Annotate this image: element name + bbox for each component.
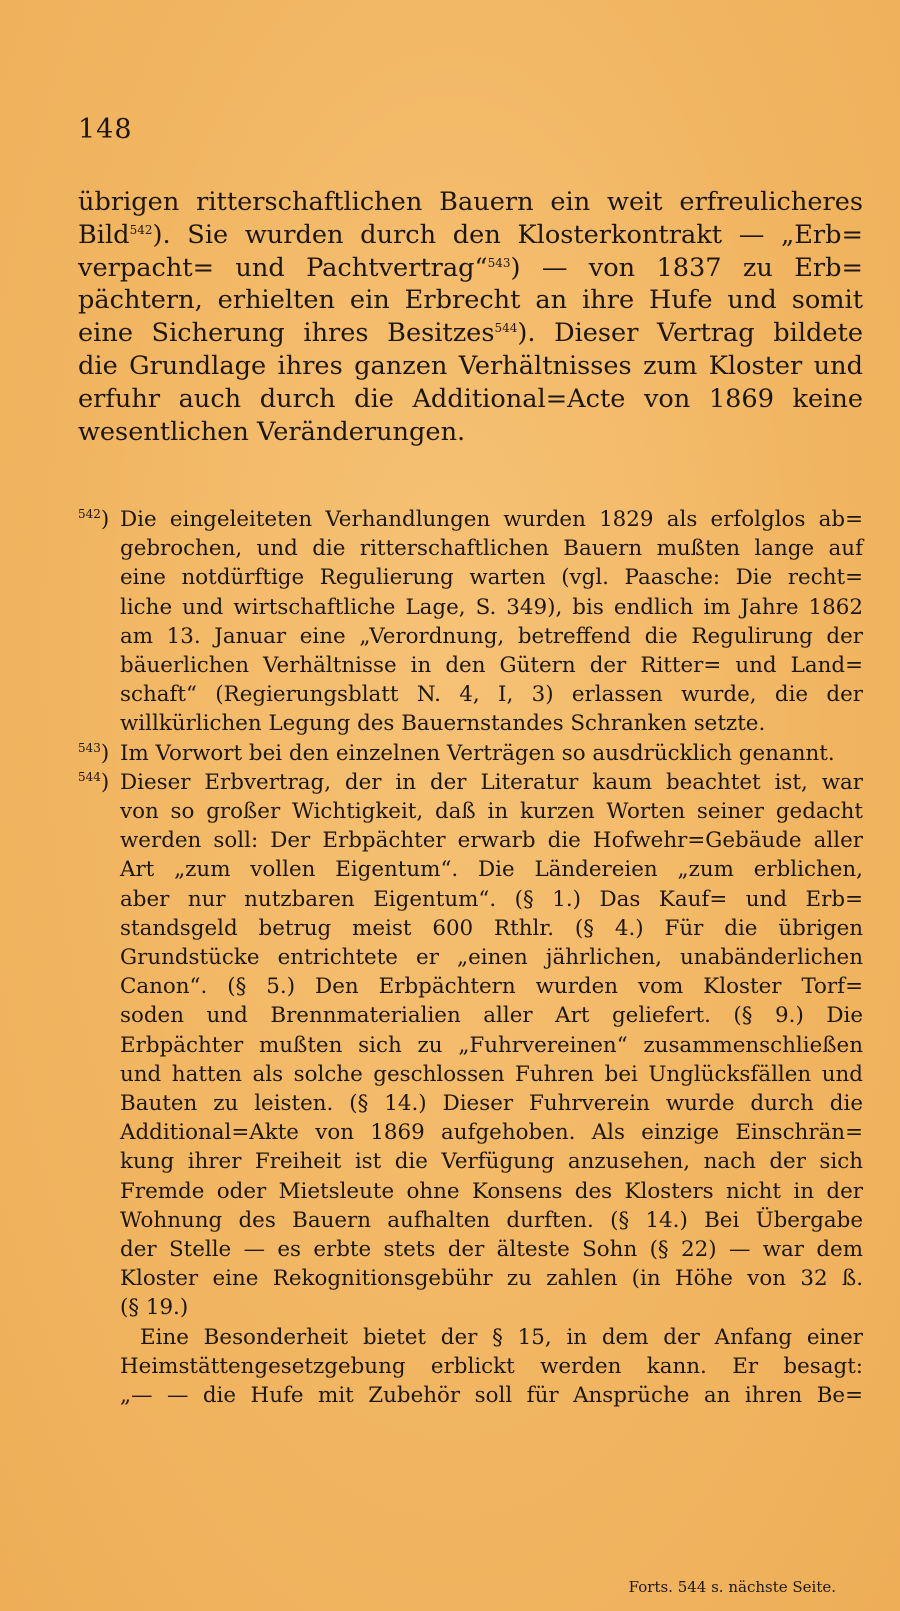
footnote-ref[interactable]: 543	[487, 255, 511, 270]
footnote-544	[78, 768, 863, 1323]
footnote-line: von so großer Wichtigkeit, daß in kurzen Worten seiner gedacht	[120, 799, 863, 825]
footnote-542	[78, 505, 863, 739]
footnote-line: Die eingeleiteten Verhandlungen wurden 1829 als erfolglos ab=	[120, 507, 863, 532]
closing-line: Eine Besonderheit bietet der § 15, in dem der Anfang einer	[140, 1324, 863, 1350]
footnote-line: Canon“. (§ 5.) Den Erbpächtern wurden vom Kloster Torf=	[120, 974, 863, 1000]
footnote-line: (§ 19.)	[120, 1295, 189, 1321]
footnote-line: Art „zum vollen Eigentum“. Die Ländereien „zum erblichen,	[120, 857, 863, 883]
footnote-line: standsgeld betrug meist 600 Rthlr. (§ 4.) Für die übrigen	[120, 915, 863, 941]
closing-line: Heimstättengesetzgebung erblickt werden kann. Er besagt:	[120, 1353, 863, 1379]
text-line: wesentlichen Veränderungen.	[78, 416, 466, 447]
footnote-ref[interactable]: 544	[494, 321, 518, 336]
closing-line: „— — die Hufe mit Zubehör soll für Ansprüche an ihren Be=	[120, 1383, 863, 1409]
footnote-line: am 13. Januar eine „Verordnung, betreffend die Regulirung der	[120, 623, 863, 649]
footnote-line: Im Vorwort bei den einzelnen Verträgen so ausdrücklich genannt.	[120, 740, 835, 766]
text-line: übrigen ritterschaftlichen Bauern ein weit erfreulicheres	[78, 187, 863, 217]
footnote-line: und hatten als solche geschlossen Fuhren bei Unglücksfällen und	[120, 1061, 863, 1087]
footnote-marker: $^{544}$)	[78, 769, 110, 795]
footnote-line: Erbpächter mußten sich zu „Fuhrvereinen“ zusammenschließen	[120, 1032, 863, 1058]
text-line: pächtern, erhielten ein Erbrecht an ihre Hufe und somit	[78, 285, 863, 316]
text-line: verpacht= und Pachtvertrag“$^{543}$) — von 1837 zu Erb=	[78, 252, 863, 283]
footnote-ref[interactable]: 542	[129, 222, 153, 237]
main-paragraph	[78, 186, 863, 448]
footnote-line: soden und Brennmaterialien aller Art geliefert. (§ 9.) Die	[120, 1003, 863, 1029]
footnote-line: schaft“ (Regierungsblatt N. 4, I, 3) erlassen wurde, die der	[120, 682, 863, 708]
footnote-543	[78, 739, 863, 768]
continuation-note: Forts. 544 s. nächste Seite.	[628, 1578, 836, 1596]
footnote-line: Additional=Akte von 1869 aufgehoben. Als einzige Einschrän=	[120, 1120, 863, 1146]
footnote-line: bäuerlichen Verhältnisse in den Gütern der Ritter= und Land=	[120, 653, 863, 679]
text-line: die Grundlage ihres ganzen Verhältnisses zum Kloster und	[78, 350, 863, 381]
footnote-line: Kloster eine Rekognitionsgebühr zu zahlen (in Höhe von 32 ß.	[120, 1266, 863, 1292]
text-line: erfuhr auch durch die Additional=Acte von 1869 keine	[78, 383, 863, 414]
footnote-line: Bauten zu leisten. (§ 14.) Dieser Fuhrverein wurde durch die	[120, 1091, 863, 1117]
text-line: Bild$^{542}$). Sie wurden durch den Klosterkontrakt — „Erb=	[78, 219, 863, 250]
footnote-line: willkürlichen Legung des Bauernstandes Schranken setzte.	[120, 711, 766, 737]
footnote-line: Fremde oder Mietsleute ohne Konsens des Klosters nicht in der	[120, 1178, 863, 1204]
footnote-line: Dieser Erbvertrag, der in der Literatur kaum beachtet ist, war	[120, 769, 863, 795]
footnote-line: Grundstücke entrichtete er „einen jährlichen, unabänderlichen	[120, 945, 863, 971]
text-line: eine Sicherung ihres Besitzes$^{544}$). Dieser Vertrag bildete	[78, 318, 863, 349]
footnote-line: liche und wirtschaftliche Lage, S. 349), bis endlich im Jahre 1862	[120, 594, 863, 620]
footnote-marker: $^{542}$)	[78, 507, 110, 532]
footnote-line: aber nur nutzbaren Eigentum“. (§ 1.) Das Kauf= und Erb=	[120, 886, 863, 912]
footnote-line: kung ihrer Freiheit ist die Verfügung anzusehen, nach der sich	[120, 1149, 863, 1175]
footnote-line: eine notdürftige Regulierung warten (vgl. Paasche: Die recht=	[120, 565, 863, 591]
footnote-line: der Stelle — es erbte stets der älteste Sohn (§ 22) — war dem	[120, 1237, 863, 1263]
footnote-marker: $^{543}$)	[78, 740, 110, 766]
footnote-line: gebrochen, und die ritterschaftlichen Bauern mußten lange auf	[120, 536, 863, 562]
footnote-line: werden soll: Der Erbpächter erwarb die Hofwehr=Gebäude aller	[120, 828, 863, 854]
closing-paragraph	[78, 1323, 863, 1411]
footnote-line: Wohnung des Bauern aufhalten durften. (§ 14.) Bei Übergabe	[120, 1207, 863, 1233]
footnotes	[78, 505, 863, 1410]
page-number: 148	[78, 114, 133, 145]
